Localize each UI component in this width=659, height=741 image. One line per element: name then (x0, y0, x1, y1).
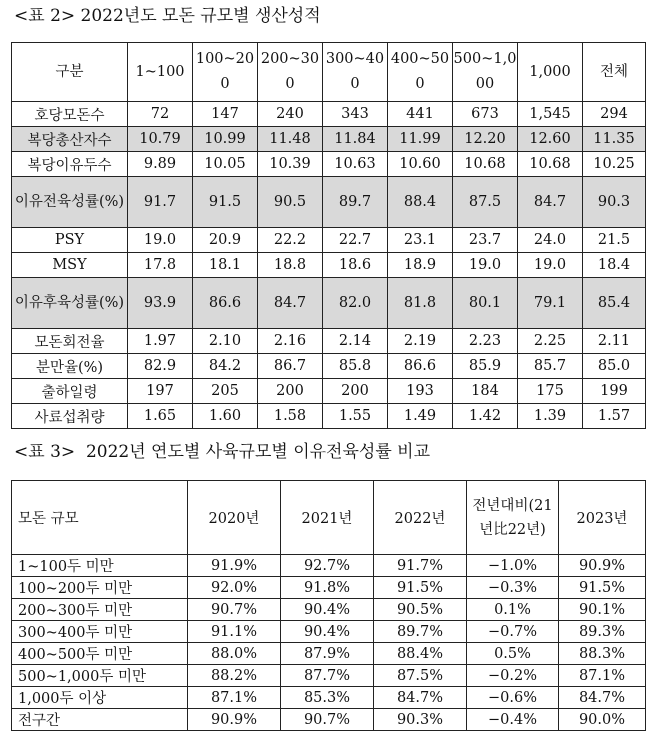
data-cell: 87.7% (281, 665, 374, 687)
table-row (12, 379, 646, 404)
data-cell: 84.7 (518, 177, 583, 228)
data-cell: 18.6 (323, 253, 388, 278)
data-cell: 22.7 (323, 228, 388, 253)
data-cell: 89.7% (374, 621, 467, 643)
row-label: 사료섭취량 (12, 404, 128, 429)
data-cell: 24.0 (518, 228, 583, 253)
data-cell: 90.9% (559, 555, 646, 577)
table-row (12, 687, 646, 709)
data-cell: 9.89 (128, 152, 193, 177)
table-row (12, 228, 646, 253)
data-cell: 10.68 (518, 152, 583, 177)
data-cell: 79.1 (518, 278, 583, 329)
header-cell: 2022년 (374, 481, 467, 555)
data-cell: 240 (258, 102, 323, 127)
data-cell: 87.9% (281, 643, 374, 665)
data-cell: 84.2 (193, 354, 258, 379)
data-cell: −0.7% (467, 621, 559, 643)
data-cell: 2.10 (193, 329, 258, 354)
data-cell: 90.3% (374, 709, 467, 731)
data-cell: 89.3% (559, 621, 646, 643)
data-cell: 19.0 (453, 253, 518, 278)
data-cell: 1.60 (193, 404, 258, 429)
data-cell: 1.58 (258, 404, 323, 429)
data-cell: 12.20 (453, 127, 518, 152)
table-row (12, 329, 646, 354)
data-cell: 90.5% (374, 599, 467, 621)
header-cell: 2020년 (188, 481, 281, 555)
data-cell: 20.9 (193, 228, 258, 253)
row-label: 출하일령 (12, 379, 128, 404)
table3-caption: <표 3> 2022년 연도별 사육규모별 이유전육성률 비교 (14, 442, 430, 462)
table-row (12, 665, 646, 687)
row-label: 100~200두 미만 (12, 577, 188, 599)
data-cell: 92.0% (188, 577, 281, 599)
table2-header-row (12, 43, 646, 102)
data-cell: 1.55 (323, 404, 388, 429)
data-cell: 90.1% (559, 599, 646, 621)
data-cell: 89.7 (323, 177, 388, 228)
data-cell: −0.2% (467, 665, 559, 687)
row-label: 전구간 (12, 709, 188, 731)
data-cell: 92.7% (281, 555, 374, 577)
data-cell: 147 (193, 102, 258, 127)
row-label: 1,000두 이상 (12, 687, 188, 709)
data-cell: −0.6% (467, 687, 559, 709)
data-cell: 88.3% (559, 643, 646, 665)
data-cell: 1.57 (583, 404, 646, 429)
data-cell: 91.1% (188, 621, 281, 643)
header-cell: 500~1,000 (453, 43, 518, 102)
header-cell: 200~300 (258, 43, 323, 102)
data-cell: 199 (583, 379, 646, 404)
header-cell: 100~200 (193, 43, 258, 102)
data-cell: 2.11 (583, 329, 646, 354)
data-cell: 0.5% (467, 643, 559, 665)
data-cell: 80.1 (453, 278, 518, 329)
data-cell: 86.7 (258, 354, 323, 379)
data-cell: 85.3% (281, 687, 374, 709)
data-cell: 23.1 (388, 228, 453, 253)
data-cell: 85.7 (518, 354, 583, 379)
data-cell: 85.0 (583, 354, 646, 379)
table-row (12, 102, 646, 127)
data-cell: 175 (518, 379, 583, 404)
table-row (12, 709, 646, 731)
data-cell: 90.7% (281, 709, 374, 731)
data-cell: 200 (258, 379, 323, 404)
production-by-sow-size-table (11, 42, 646, 429)
header-cell: 전년대비(21년比22년) (467, 481, 559, 555)
data-cell: 23.7 (453, 228, 518, 253)
data-cell: 90.4% (281, 599, 374, 621)
data-cell: 18.8 (258, 253, 323, 278)
data-cell: 87.5 (453, 177, 518, 228)
data-cell: 91.5% (559, 577, 646, 599)
data-cell: 294 (583, 102, 646, 127)
row-label: 이유전육성률(%) (12, 177, 128, 228)
data-cell: 91.5 (193, 177, 258, 228)
header-cell: 1~100 (128, 43, 193, 102)
data-cell: 86.6 (193, 278, 258, 329)
row-label: 호당모돈수 (12, 102, 128, 127)
data-cell: 12.60 (518, 127, 583, 152)
data-cell: 90.3 (583, 177, 646, 228)
data-cell: 441 (388, 102, 453, 127)
data-cell: 1.49 (388, 404, 453, 429)
data-cell: 2.25 (518, 329, 583, 354)
data-cell: 19.0 (128, 228, 193, 253)
data-cell: 90.7% (188, 599, 281, 621)
row-label: MSY (12, 253, 128, 278)
data-cell: 2.16 (258, 329, 323, 354)
data-cell: 91.7 (128, 177, 193, 228)
data-cell: −0.3% (467, 577, 559, 599)
data-cell: 85.9 (453, 354, 518, 379)
data-cell: 2.14 (323, 329, 388, 354)
data-cell: 90.0% (559, 709, 646, 731)
table-row (12, 621, 646, 643)
header-cell: 모돈 규모 (12, 481, 188, 555)
data-cell: 10.79 (128, 127, 193, 152)
table-row (12, 152, 646, 177)
data-cell: 205 (193, 379, 258, 404)
header-cell: 2023년 (559, 481, 646, 555)
table-row (12, 555, 646, 577)
data-cell: 18.1 (193, 253, 258, 278)
data-cell: 87.5% (374, 665, 467, 687)
data-cell: 87.1% (188, 687, 281, 709)
table-row (12, 253, 646, 278)
data-cell: 2.23 (453, 329, 518, 354)
data-cell: 10.39 (258, 152, 323, 177)
data-cell: 10.05 (193, 152, 258, 177)
row-label: 모돈회전율 (12, 329, 128, 354)
table-row (12, 643, 646, 665)
header-cell: 300~400 (323, 43, 388, 102)
data-cell: 90.5 (258, 177, 323, 228)
data-cell: 84.7 (258, 278, 323, 329)
data-cell: 86.6 (388, 354, 453, 379)
table2-caption: <표 2> 2022년도 모돈 규모별 생산성적 (14, 6, 321, 26)
data-cell: 200 (323, 379, 388, 404)
data-cell: 90.4% (281, 621, 374, 643)
row-label: 복당총산자수 (12, 127, 128, 152)
data-cell: 184 (453, 379, 518, 404)
data-cell: 1,545 (518, 102, 583, 127)
data-cell: −0.4% (467, 709, 559, 731)
data-cell: 22.2 (258, 228, 323, 253)
data-cell: 90.9% (188, 709, 281, 731)
table-row (12, 404, 646, 429)
header-cell: 전체 (583, 43, 646, 102)
data-cell: 85.4 (583, 278, 646, 329)
data-cell: 85.8 (323, 354, 388, 379)
data-cell: 91.9% (188, 555, 281, 577)
row-label: 400~500두 미만 (12, 643, 188, 665)
data-cell: 343 (323, 102, 388, 127)
data-cell: 82.9 (128, 354, 193, 379)
data-cell: 21.5 (583, 228, 646, 253)
header-cell: 2021년 (281, 481, 374, 555)
header-cell: 1,000 (518, 43, 583, 102)
data-cell: 91.8% (281, 577, 374, 599)
data-cell: 82.0 (323, 278, 388, 329)
data-cell: 88.4% (374, 643, 467, 665)
data-cell: 88.0% (188, 643, 281, 665)
data-cell: 2.19 (388, 329, 453, 354)
data-cell: 17.8 (128, 253, 193, 278)
data-cell: −1.0% (467, 555, 559, 577)
data-cell: 0.1% (467, 599, 559, 621)
data-cell: 11.99 (388, 127, 453, 152)
data-cell: 91.5% (374, 577, 467, 599)
data-cell: 193 (388, 379, 453, 404)
data-cell: 11.35 (583, 127, 646, 152)
data-cell: 18.4 (583, 253, 646, 278)
data-cell: 10.68 (453, 152, 518, 177)
data-cell: 10.63 (323, 152, 388, 177)
row-label: 1~100두 미만 (12, 555, 188, 577)
row-label: 500~1,000두 미만 (12, 665, 188, 687)
table-row (12, 278, 646, 329)
data-cell: 197 (128, 379, 193, 404)
table-row (12, 577, 646, 599)
row-label: PSY (12, 228, 128, 253)
data-cell: 1.42 (453, 404, 518, 429)
weaning-survival-comparison-table (11, 480, 646, 731)
table-row (12, 599, 646, 621)
data-cell: 88.4 (388, 177, 453, 228)
data-cell: 10.25 (583, 152, 646, 177)
data-cell: 84.7% (374, 687, 467, 709)
data-cell: 11.84 (323, 127, 388, 152)
table-row (12, 354, 646, 379)
data-cell: 91.7% (374, 555, 467, 577)
data-cell: 10.60 (388, 152, 453, 177)
data-cell: 81.8 (388, 278, 453, 329)
data-cell: 673 (453, 102, 518, 127)
data-cell: 1.97 (128, 329, 193, 354)
row-label: 분만율(%) (12, 354, 128, 379)
table-row (12, 177, 646, 228)
table-row (12, 127, 646, 152)
data-cell: 1.65 (128, 404, 193, 429)
header-cell: 400~500 (388, 43, 453, 102)
header-cell: 구분 (12, 43, 128, 102)
row-label: 200~300두 미만 (12, 599, 188, 621)
row-label: 이유후육성률(%) (12, 278, 128, 329)
row-label: 복당이유두수 (12, 152, 128, 177)
data-cell: 19.0 (518, 253, 583, 278)
data-cell: 11.48 (258, 127, 323, 152)
data-cell: 72 (128, 102, 193, 127)
row-label: 300~400두 미만 (12, 621, 188, 643)
data-cell: 18.9 (388, 253, 453, 278)
data-cell: 88.2% (188, 665, 281, 687)
data-cell: 87.1% (559, 665, 646, 687)
data-cell: 10.99 (193, 127, 258, 152)
data-cell: 84.7% (559, 687, 646, 709)
data-cell: 93.9 (128, 278, 193, 329)
table3-header-row (12, 481, 646, 555)
data-cell: 1.39 (518, 404, 583, 429)
